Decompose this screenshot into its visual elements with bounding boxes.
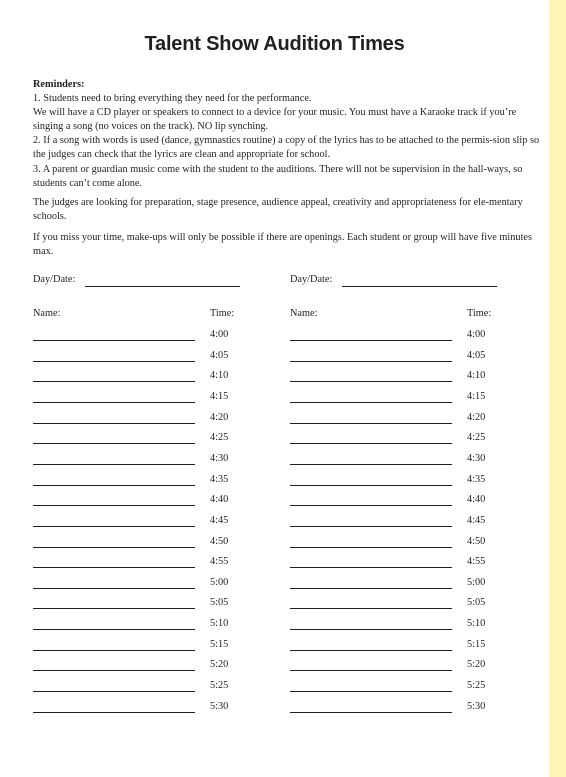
- name-entry-line[interactable]: [290, 464, 452, 465]
- name-entry-line[interactable]: [290, 505, 452, 506]
- slot-time: 4:40: [467, 494, 486, 506]
- name-entry-line[interactable]: [33, 381, 195, 382]
- name-entry-line[interactable]: [290, 340, 452, 341]
- slot-time: 5:00: [210, 576, 229, 588]
- name-header: Name:: [290, 308, 318, 319]
- name-entry-line[interactable]: [33, 361, 195, 362]
- page-title: Talent Show Audition Times: [144, 33, 405, 55]
- slot-time: 4:55: [210, 556, 229, 568]
- time-header: Time:: [210, 308, 235, 319]
- slot-time: 5:05: [467, 597, 486, 609]
- slot-time: 4:10: [210, 370, 229, 382]
- reminder-line: We will have a CD player or speakers to connect to a device for your music. You must have a Karaoke track if you’re singing a song (no voices on the track). NO lip synching.: [33, 107, 517, 133]
- slot-time: 4:35: [210, 473, 229, 485]
- page-edge-band: [549, 0, 566, 777]
- name-entry-line[interactable]: [290, 526, 452, 527]
- slot-time: 4:20: [467, 411, 486, 423]
- day-date-label: Day/Date:: [290, 274, 333, 285]
- slot-time: 5:15: [210, 638, 229, 650]
- day-date-right: [290, 274, 332, 285]
- name-entry-line[interactable]: [290, 423, 452, 424]
- slot-time: 4:05: [210, 349, 229, 361]
- slot-time: 4:50: [210, 535, 229, 547]
- slot-time: 5:25: [210, 680, 229, 692]
- reminders-heading: Reminders:: [33, 79, 85, 90]
- slot-time: 4:30: [467, 452, 486, 464]
- name-entry-line[interactable]: [290, 381, 452, 382]
- slot-time: 4:15: [210, 390, 229, 402]
- reminder-line: 3. A parent or guardian music come with the student to the auditions. There will not be supervision in the hall-ways, so students can’t come alone.: [33, 163, 523, 189]
- name-entry-line[interactable]: [290, 712, 452, 713]
- day-date-field[interactable]: [342, 286, 497, 287]
- makeup-note: If you miss your time, make-ups will only be possible if there are openings. Each student or group will have five minutes max.: [33, 232, 533, 258]
- slot-time: 5:20: [467, 659, 486, 671]
- name-entry-line[interactable]: [33, 423, 195, 424]
- name-entry-line[interactable]: [33, 588, 195, 589]
- name-entry-line[interactable]: [290, 691, 452, 692]
- name-entry-line[interactable]: [290, 485, 452, 486]
- slot-time: 5:20: [210, 659, 229, 671]
- name-entry-line[interactable]: [33, 567, 195, 568]
- day-date-label: Day/Date:: [33, 274, 76, 285]
- judges-note: The judges are looking for preparation, stage presence, audience appeal, creativity and appropriateness for ele-mentary schools.: [33, 197, 523, 223]
- day-date-left: [33, 274, 75, 285]
- slot-time: 4:25: [210, 432, 229, 444]
- name-header: Name:: [33, 308, 61, 319]
- slot-time: 5:10: [467, 618, 486, 630]
- slot-time: 4:30: [210, 452, 229, 464]
- slot-time: 5:00: [467, 576, 486, 588]
- name-entry-line[interactable]: [290, 588, 452, 589]
- slot-time: 4:00: [467, 329, 486, 340]
- slot-time: 4:15: [467, 390, 486, 402]
- name-entry-line[interactable]: [33, 691, 195, 692]
- slot-time: 4:50: [467, 535, 486, 547]
- slot-time: 5:15: [467, 638, 486, 650]
- name-entry-line[interactable]: [290, 650, 452, 651]
- name-entry-line[interactable]: [33, 526, 195, 527]
- slot-time: 4:10: [467, 370, 486, 382]
- reminder-line: 1. Students need to bring everything they need for the performance.: [33, 93, 312, 105]
- slot-time: 4:25: [467, 432, 486, 444]
- name-entry-line[interactable]: [33, 547, 195, 548]
- slot-time: 5:30: [467, 700, 486, 712]
- name-entry-line[interactable]: [33, 464, 195, 465]
- reminders-section: [33, 78, 545, 191]
- slot-time: 4:40: [210, 494, 229, 506]
- slot-time: 4:00: [210, 329, 229, 340]
- reminder-line: 2. If a song with words is used (dance, gymnastics routine) a copy of the lyrics has to be attached to the permis-sion slip so the judges can check that the lyrics are clean and appropriate for school.: [33, 135, 540, 161]
- name-entry-line[interactable]: [33, 402, 195, 403]
- name-entry-line[interactable]: [33, 505, 195, 506]
- name-entry-line[interactable]: [290, 402, 452, 403]
- name-entry-line[interactable]: [33, 629, 195, 630]
- name-entry-line[interactable]: [33, 650, 195, 651]
- slot-time: 5:30: [210, 700, 229, 712]
- name-entry-line[interactable]: [33, 670, 195, 671]
- name-entry-line[interactable]: [290, 443, 452, 444]
- name-entry-line[interactable]: [33, 608, 195, 609]
- name-entry-line[interactable]: [33, 712, 195, 713]
- name-entry-line[interactable]: [290, 629, 452, 630]
- slot-time: 4:45: [467, 514, 486, 526]
- name-entry-line[interactable]: [33, 443, 195, 444]
- name-entry-line[interactable]: [33, 485, 195, 486]
- name-entry-line[interactable]: [290, 567, 452, 568]
- slot-time: 4:35: [467, 473, 486, 485]
- name-entry-line[interactable]: [33, 340, 195, 341]
- slot-time: 4:45: [210, 514, 229, 526]
- slot-time: 5:10: [210, 618, 229, 630]
- name-entry-line[interactable]: [290, 361, 452, 362]
- name-entry-line[interactable]: [290, 547, 452, 548]
- name-entry-line[interactable]: [290, 670, 452, 671]
- day-date-field[interactable]: [85, 286, 240, 287]
- name-entry-line[interactable]: [290, 608, 452, 609]
- slot-time: 5:05: [210, 597, 229, 609]
- slot-time: 4:20: [210, 411, 229, 423]
- slot-time: 4:05: [467, 349, 486, 361]
- slot-time: 4:55: [467, 556, 486, 568]
- time-header: Time:: [467, 308, 492, 319]
- slot-time: 5:25: [467, 680, 486, 692]
